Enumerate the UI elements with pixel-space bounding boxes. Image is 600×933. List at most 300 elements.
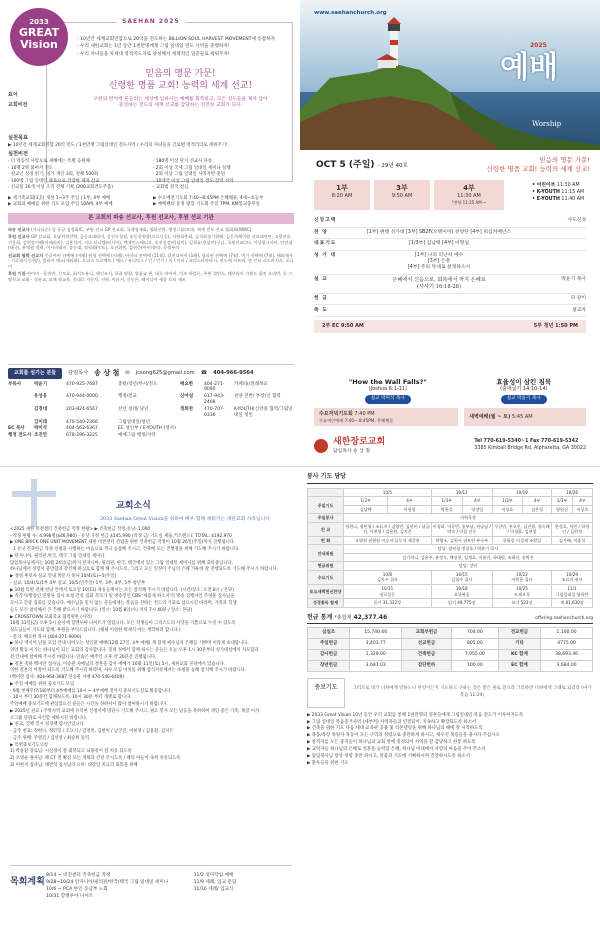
offering-title: 헌금 통계 — [307, 613, 333, 621]
sat-name: 요한복음 — [453, 591, 470, 597]
lighthouse-photo — [300, 0, 600, 150]
sermon-ref: (출애굽기 14:10-14) — [500, 386, 548, 393]
cell: 805.00 — [451, 639, 498, 650]
cell: 감사헌금 — [308, 650, 350, 661]
staff-phone: 203-824-6567 — [66, 406, 98, 412]
wedpray-title: 수요저녁기도회 — [319, 411, 353, 417]
missions-body — [8, 227, 294, 282]
youth-name: • E-YOUTH — [532, 197, 560, 203]
cell: KC 합계 — [498, 650, 540, 661]
sat-name: 장로일동 — [379, 591, 396, 597]
youth-name: • 어린이부 — [532, 183, 556, 188]
offering-header — [307, 614, 593, 625]
cell: 김은정 — [522, 505, 551, 514]
program-key: 설 교 — [314, 277, 328, 283]
program-key: 찬 양 — [314, 229, 328, 235]
ec-name: 박미삭 — [34, 426, 48, 432]
staff-phone: 470-944-0000 — [66, 394, 98, 400]
cell — [431, 584, 492, 598]
other-services — [314, 320, 586, 333]
cell: 우갈란, 권오인, 김진향, 정숙례 / 이경화, 김현정 — [492, 522, 551, 536]
pastor-label: 담임목사 — [68, 369, 89, 376]
cell: 양원선 — [552, 505, 573, 514]
program-right: 설교자 — [572, 307, 586, 313]
service-name: 1부 — [336, 184, 348, 192]
row-key: 수요기도 — [308, 570, 344, 584]
table-row — [308, 545, 593, 554]
program-main: [1부] 변행 성가대 [3부] SB2F(오병이어) 찬양단 [4부] 워십커베넌스 — [366, 229, 512, 235]
row-key: 성경통독 함계 — [308, 599, 344, 608]
program-right: 사도신경 — [567, 218, 586, 224]
church-pastor: 담임목사 송 상 철 — [333, 448, 371, 454]
slogan-line-1: 믿음의 명문 가문! — [145, 68, 216, 79]
vision-line: - 우리 자녀들을 차세대 영적지도자로 양성해서 세계적인 일꾼들로 세워주자! — [77, 51, 230, 57]
program-row — [314, 305, 586, 317]
news-item: 2) 오영순 권사님: 폐 CT 결 확진 모든 계획과 건강 주시도록 / 패의 아들이 속히 치유되도록 — [10, 755, 181, 761]
program-key: 성 가 대 — [314, 253, 337, 259]
contact-label: 교회를 섬기는 분들 — [8, 368, 62, 379]
staff-name: 신아섭 — [180, 394, 194, 400]
staff-phone: 404-271-9090 — [204, 381, 225, 393]
cell: 쓰기 523장 — [492, 599, 551, 608]
sermons — [314, 378, 586, 404]
practice-text: ▶ 10년간 세계교회연합 20억 전도 / 1천만명 그림일대일 전도사역 / 우리의 자녀들을 글로벌 영적리더로 세워주기! — [8, 142, 228, 148]
program-key: 대표기도 — [314, 241, 337, 247]
row-key: 친 교 — [308, 522, 344, 536]
sat-date: 10/18 — [455, 585, 468, 591]
practice-section — [8, 132, 294, 284]
news-item: ▶ 결혼 축하 백미란 집사님, 이승관 자매님의 결혼을 감사 예배가 10월 11일(토) 5시, 새한교회 본당에서 있습니다. — [10, 661, 226, 667]
news-item: - 실교: 10/4(토)1부 4부 설교, 10/5(일주일) 1부, 3부, 4부, 5부 청년부 — [10, 580, 146, 586]
date-header: 10/19 — [492, 488, 551, 497]
sub-header: 4부 — [522, 497, 551, 506]
sat-name: 그림일대일 양육반 — [555, 591, 589, 597]
prayer-item: ▶ 담임목사님 항상 성령 충만 하시고, 말씀과 기도에 기뻐하시며 건강하시도록 하소서 — [307, 753, 470, 759]
sub-header: 4부 — [462, 497, 492, 506]
news-item: ▶ 탄자니아, 필리핀,한국, 태국 그림 일대일 세미나 — [10, 553, 105, 559]
schedule-left — [46, 872, 194, 900]
prayer-item: ▶ 목동/목장 목양자 목동이 모든 구역과 성령으로 충만하게 하시고, 세우신 목동들을 용시자 주십시오 — [307, 733, 500, 739]
wed-date: 10/15 — [455, 571, 468, 577]
cell: 3,684.00 — [541, 660, 593, 671]
sat-date: 10/25 — [516, 585, 528, 591]
slogan-sub-2: 충성하는 전도의 세계 선교를 감당하는 전진한 교회가 되자. — [118, 103, 243, 109]
service-table — [307, 488, 593, 608]
program-row — [314, 228, 586, 240]
motto-1: 믿음의 명문 가문! — [539, 156, 590, 164]
sub-header: 1/3부 — [492, 497, 522, 506]
schedule-item: 10/31 할렐루야 나이트 — [46, 894, 94, 900]
cell: 한화종 이성재 조원일 — [492, 536, 551, 545]
service-4 — [434, 180, 504, 210]
church-url[interactable]: www.saehanchurch.org — [314, 10, 387, 16]
missions-t: 아이비 - 음미만, 신모요, 최지드유니, 애인조지, 하품 팔량, 양품교 퀸, 네로 바이어, 미즈 바블론, 주판 혈빈스, 해우라이 가랜드 위치 오리반, 등 그랑선교 교회 - 석유교, 교재 학교육, 선대로 자동차, 선학, 아파서, 신동은, 레이디아 세상 로티 제조 — [8, 271, 293, 282]
slogan-line-2: 신령한 명품 교회! 능력의 세계 선교! — [108, 81, 253, 92]
news-item: ▶ ONE BRICK ONE UNIT MOVEMENT 새한 비전센터 건립을 위한 건축헌금 작정이 10월 26일(주일)까지 진행됩니다. — [10, 540, 236, 546]
ec-role: EC 성인부 / E-YOUTH (영사) — [118, 426, 176, 432]
outreach-item: ▶ 수요예전기도회 7:40~8:45PM 은혜채플, 4세~초등부 — [153, 195, 264, 201]
cell: 주일헌금 — [308, 639, 350, 650]
cell: 이형섭 — [388, 505, 431, 514]
cell — [431, 570, 492, 584]
cell — [344, 570, 432, 584]
offering-total-label: *총합계 — [334, 614, 352, 621]
news-item: 주일예배 중보기도에 관심있으신 분들은 시간을 정하셔서 많이 참여하시기 바랍니다. — [10, 702, 168, 708]
staff-role: 총괄/장년/부서/전도 — [118, 381, 158, 387]
cell: 15,740.66 — [350, 628, 402, 639]
staff-phone: 617-943-2408 — [204, 394, 225, 406]
table-row — [308, 505, 593, 514]
cell — [492, 584, 551, 598]
vision-lines — [77, 37, 284, 58]
admin-label: 행정 전도사 — [8, 433, 32, 439]
service-extra: *찬양 11:25 AM ~ — [451, 199, 487, 205]
news-title: 교회소식 — [116, 501, 151, 511]
sermon-preacher: 설교 박미삭 목사 — [365, 395, 411, 404]
program-main — [348, 218, 530, 224]
outreach-item: ▶ 세기촉교회(3곳) 개설 1~3주 주일 | 1부, 4부 예배 — [8, 195, 111, 201]
cell: 이상호 — [573, 505, 593, 514]
missions-h: 후원 선교사 — [8, 234, 30, 240]
news-tagline: 2033 Saehan Great Vision을 위하여 배우 함께 세워가는 새한교회 가족입니다 — [100, 517, 270, 522]
news-item: 1) 박윤환 장로님: 시신경이 잘 회복되고 뇌종증이 잘 치유 되도록 — [10, 749, 132, 755]
news-item: - 금주 친교: 정현나, 정민형 / 조요지 / 김영빈, 김현미 / 남궁진, 이현영 / 김용환, 김지은 — [10, 729, 174, 735]
cross-icon — [8, 477, 60, 529]
row-key: 주일기도 — [308, 497, 344, 514]
news-item: (백미란 집사: 404-964-3687 연승관 자매 470-546-6409) — [10, 675, 125, 681]
youth-service: 5부 청년 1:50 PM — [533, 323, 578, 329]
cell: 읽기 49,775장 — [431, 599, 492, 608]
news-item: 모시고 간증 집회를 갖습니다. 예수님을 믿지 않는 분들에게는 복음을 전하는 전도의 기회로 삼으시길 바라며, 가족과 학생 — [10, 601, 237, 607]
practice-title: 실천목표 — [8, 135, 29, 141]
program-key: 신앙고백 — [314, 218, 337, 224]
news-item: ▶ 주일 예배를 위한 중보기도 모임 — [10, 681, 75, 687]
news-item: 전 안내에 참여해 주시길 바랍니다. 연습은 매주일 오후 약 20분간 진행됩니다. — [10, 654, 157, 660]
phone-icon: ☎ — [200, 369, 208, 376]
cell: 정현나, 정민형 / 조요지 / 김영빈, 김현미 / 남궁진, 이현영 / 김용환, 김지은 — [344, 522, 432, 536]
cell: 704.00 — [451, 628, 498, 639]
row-key: 헌금위원 — [308, 562, 344, 571]
motto — [487, 156, 590, 174]
action-item: · 2회 이상 국제 그림 일대일 세미나 실행 — [153, 165, 231, 171]
envelope-icon: ✉ — [125, 369, 130, 376]
cell: 4775.00 — [541, 639, 593, 650]
missions-h: 파송 선교사 — [8, 226, 30, 232]
schedule-item: 10/6 ~ PCA 한인 동남부 노회 — [46, 887, 108, 893]
staff-name: 유성웅 — [34, 394, 48, 400]
sub-header: 1/3부 — [431, 497, 462, 506]
program-key: 축 도 — [314, 307, 328, 313]
vision-line: - 우리 새한교회는 1년 동안 1천만명에게 그림 일대일 전도 사역을 준행하자! — [77, 44, 230, 50]
schedule-item: 11/9 세례, 입교 문답 — [193, 880, 237, 886]
contact-bar — [8, 368, 294, 379]
wed-date: 10/22 — [516, 571, 528, 577]
news-item: <2025 새한 비전센터 건축헌금 작정 현황> ▶ 건축헌금 작정 유닛: 1,000 — [10, 527, 151, 532]
missions-t: GP 선교회, 호남지역전략, 금동조대라미, 강진숙청원, 송동섭원장(프로닌공), 지원화총회, 김석하청기위해, 김웅희례이원 선교대연단, 고광선목가옹화, 김현장이해(아메리카), 김용석미, 지나 티니캡(러시아), 백제인스에티오, 송선실정비(남미), 김행효미(남미)구나, 국제선교(프), 이성평크자이, 안전점(태국), 윤영원 경락, 이사마태미, 송동대, 정평화(인도), 포진위원, 김현준(아이데이), 등림부의 — [8, 234, 293, 251]
missions-t: 몽골아어 선택에 (이레) 원평 선택에 (이레), 아이티 선택에 (11월), 캄비디아이 (1레), 필리핀 선택에 (7월), 여기 선택에 (7월), 해외제사 - 기초제서 (미양), 열리아 예소(세리와), 오피스 프로젝트 / 메디 / 유니닷스 / 인 / 인기 / 지 / 이어 / 교미스타마라시, 펀드에 이트리, 한 인티 피드카지사, 포니이 — [8, 252, 294, 269]
staff-name: 김미래 — [34, 419, 48, 425]
news-item: 3) 이현지 집사님: 태반의 집사님의 요한: 대장암 치료의 회복을 위해 — [10, 762, 138, 768]
program-right: 박윤기 목사 — [561, 277, 586, 283]
prayer-logo: 중보기도 — [307, 678, 345, 708]
order-of-service — [314, 216, 586, 333]
cell: 선교헌금 — [402, 639, 452, 650]
date-header: 10/5 — [344, 488, 432, 497]
service-offering-panel — [300, 467, 600, 933]
schedule-item: 9/28~10/24 탄자니아/필리핀/한국/태국 그림 일대일 세미나 — [46, 880, 169, 886]
sub-header: 1/3부 — [344, 497, 388, 506]
action-item: · 100명 그림 일대일 양육으로 건강한 제자 선교 — [8, 178, 100, 184]
bulletin-title: 예배 — [500, 50, 558, 85]
sub-header: 4부 — [573, 497, 593, 506]
outreach-item: ▶ 교회와 예배를 위한 기도 모임 주일 10AM, 4부 예배 — [8, 202, 113, 208]
vision-line: - 10년간 세계교회연합으로 20억을 전도하는 BILLION SOUL HARVEST MOVEMENT에 동참하자 — [77, 37, 276, 42]
schedule-item: 11/2 성미탁임 예배 — [193, 873, 234, 878]
action-item: · 10개국 이상 그림 일대일 전도 장력 사역 — [153, 178, 234, 184]
prayer-item: ▶ 그림 일대일 복음증거사역 (세부적) 사역자들과 연결되어, 지속하고 확장되도록 하소서 — [307, 719, 477, 725]
youth-services — [532, 182, 584, 204]
sat-date: 11/1 — [567, 585, 577, 591]
youth-time: 11:30 AM — [556, 183, 580, 188]
outreach-columns — [8, 196, 294, 209]
cell — [344, 584, 432, 598]
news-item: ▶ CROSSTOWN 교회학교 협력위한 (사역) — [10, 614, 92, 620]
wed-date: 10/29 — [566, 571, 578, 577]
service-time: 9:50 AM — [391, 193, 413, 200]
sermon-title: 효율성이 삼킨 침묵 — [496, 378, 552, 386]
news-item: 담임목사님께서는 10월 24일(금)까지 탄자니아, 필리핀, 한국, 태국에서 있는 그림 일대일 세미나를 위해 출타중입니다. — [10, 560, 233, 566]
service-time: 11:30 AM — [457, 193, 481, 200]
prayer-item: ▶ 건축을 위한 기도 다음 세대 교육관 공용 및 리본델링을 위해 하나님의 때에 잘 시작하도록 — [307, 726, 483, 732]
service-times — [314, 180, 504, 210]
admin-phone: 678-296-3225 — [66, 433, 98, 439]
action-item: · 더 역동적 사랑으로 새해에는 특별 응원해 — [8, 159, 90, 165]
staff-phone: 470-707-0336 — [204, 406, 225, 418]
slogan — [77, 68, 284, 92]
outreach-right — [153, 196, 294, 209]
sermon-title: "How the Wall Falls?" — [348, 378, 427, 386]
cell: 십일조 — [308, 628, 350, 639]
worship-script: Worship — [532, 120, 562, 128]
wed-name: 김철수 집사 — [451, 577, 473, 583]
program-row — [314, 294, 586, 306]
table-row — [308, 514, 593, 523]
row-key: 토요새벽헌신찬양 — [308, 584, 344, 598]
cell: 김기희니, 김윤주, 윤정숙, 백성현, 김계호, 이윤미, 하대원, 조태선, 송박진 — [344, 553, 593, 562]
cell: EC 합계 — [498, 660, 540, 671]
cell: 이성호 — [492, 505, 522, 514]
cell: 계 81,630장 — [552, 599, 593, 608]
cell: 3,403.77 — [350, 639, 402, 650]
offering-section — [307, 614, 593, 672]
date-main: OCT 5 (주일) — [316, 160, 375, 170]
church-tel: Tel 770-619-5340~1 Fax 770-619-5342 — [474, 439, 579, 444]
pastor-phone[interactable]: 404-966-9564 — [213, 369, 254, 376]
service-title: 봉사 기도 담당 — [307, 473, 593, 484]
slogan-sub — [77, 97, 284, 109]
prayer-list — [307, 713, 593, 768]
staff-name: 배요한 — [180, 381, 194, 387]
staff-role: 그림일대일/청년 — [118, 419, 150, 425]
staff-name: 박윤기 — [34, 381, 48, 387]
action-item: · 10명 2명 붙여서 전도 — [8, 165, 54, 171]
action-item: · 교회법 전국 전심 — [153, 185, 189, 191]
row-key: 헌 화 — [308, 536, 344, 545]
sermon-preacher: 설교 박윤기 목사 — [501, 395, 547, 404]
cell: 장년헌금 — [308, 660, 350, 671]
news-list — [10, 527, 292, 769]
prayer-meetings — [314, 408, 586, 426]
news-item: - 9월 첫째주(7/18)부터 4부예배를 10시 ~ 4부예배 전까지 중보기도실로 활용합니다. — [10, 688, 172, 694]
dawn-prayer — [464, 408, 586, 426]
great-vision-badge — [10, 8, 68, 66]
news-item: - 1 유닛 건축헌금 작정 신청을 시행하는 마음으로 적극 동참해 주시고, 건축에 모든 진행정을 위해 기도해 주시기 바랍니다. — [10, 547, 240, 553]
badge-year: 2033 — [29, 18, 49, 26]
staff-phone: 470-540-2366 — [66, 419, 98, 425]
program-key: 헌 금 — [314, 295, 328, 301]
wed-name: 김지수 집사 — [376, 577, 398, 583]
cell: 듣기 31,332장 — [344, 599, 432, 608]
wedpray-sub: 수요여인예배 7:40~ 8:45PM, 은혜채플 — [319, 417, 394, 423]
cell: 오병원 권현원 이승자 류동석 제갈현 — [344, 536, 432, 545]
offering-site[interactable]: offering.saehanchurch.org — [535, 615, 593, 621]
schedule-item: 11/16 세례/ 입교식 — [193, 887, 234, 893]
label-goal: 교회비전 — [8, 102, 28, 108]
staff-role: 행정/전교 — [118, 394, 137, 400]
wedpray-time: 7:40 PM — [354, 411, 375, 417]
cell: 전교헌금 — [498, 628, 540, 639]
schedule-item: 9/14 ~ 비전센터 건축헌금 작정 — [46, 873, 111, 878]
table-row — [308, 639, 593, 650]
table-row — [308, 536, 593, 545]
prayer-item: ▶ 교역자들 하나님의 은혜로 영혼을 능력있 은혜, 하나님 아래에서 사랑의 마음을 주어 주소서 — [307, 746, 486, 752]
cell — [552, 570, 593, 584]
ec-label: EC 목사 — [8, 426, 25, 432]
cell: 7,055.00 — [451, 650, 498, 661]
wed-name: 이원용 집사 — [511, 577, 533, 583]
badge-line1: GREAT — [18, 25, 60, 39]
wed-name: 조요지 권사 — [561, 577, 583, 583]
action-title: 실천비전 — [8, 151, 29, 158]
staff-role: 찬년 청레/ 당년 — [118, 406, 149, 412]
program-main — [348, 296, 530, 302]
cell: 담당: 장년 — [344, 562, 593, 571]
cell: 38,693.46 — [541, 650, 593, 661]
cell: 3,681.03 — [350, 660, 402, 671]
table-row — [308, 660, 593, 671]
ec-service: 2부 EC 9:50 AM — [322, 323, 364, 329]
service-3 — [374, 180, 430, 210]
outreach-item: ▶ 예배팬티 통정 광장 기도회 주일 7PM, KM봉교증무실 — [153, 202, 260, 208]
youth-time: 11:15 AM — [561, 190, 585, 196]
row-key: 주일봉사 — [308, 514, 344, 523]
label-motto: 표어 — [8, 92, 18, 98]
sermon-korean — [496, 378, 551, 404]
church-logo-icon — [314, 439, 328, 453]
table-row — [308, 584, 593, 598]
staff-label: 부목사 — [8, 381, 22, 387]
action-left — [8, 159, 149, 192]
table-row — [308, 562, 593, 571]
staff-name: 김경대 — [34, 406, 48, 412]
row-key: 안내위원 — [308, 545, 344, 562]
news-item: 성도님들이 기도와 함께, 후원을 부탁드립니다. (체제 이영한 곽제식 아는 재학하려 합니다.) — [10, 628, 181, 634]
cell: 이경화, 이동빈, 송부남, 전남님 / 박숙 / 이철 선동 — [431, 522, 492, 536]
action-right — [153, 159, 294, 192]
program-main — [348, 308, 530, 314]
service-time: 8:20 AM — [331, 193, 353, 200]
cell: 1,329.00 — [350, 650, 402, 661]
program-main: [1부] 나의 피난처 예수 [3부] 은총 [4부] 주의 뜻대로 살게하소서 — [407, 253, 471, 271]
sat-date: 10/11 — [381, 585, 394, 591]
bulletin-year: 2025 — [530, 42, 547, 49]
missions-h: 선교회 협력 선교지 — [8, 252, 44, 258]
program-right — [530, 241, 586, 247]
offering-total: 42,377.46 — [353, 613, 388, 621]
offering-table — [307, 627, 593, 671]
news-item: ▶ 친교, 진행 일시 성경책 잠시인입니다. — [10, 722, 86, 728]
service-1 — [314, 180, 370, 210]
vision-panel — [0, 0, 300, 466]
program-row — [314, 251, 586, 275]
date-header: 10/26 — [552, 488, 593, 497]
cell: 박행조, 김원서 권보연 부숙부 — [431, 536, 492, 545]
cell: 양창일 — [462, 505, 492, 514]
cell: 김가배, 이종석 — [552, 536, 593, 545]
pastor-email[interactable]: jcsong625@gmail.com — [135, 369, 195, 376]
news-item: 소그룹 단위로 사인할 예하시길 바랍니다. — [10, 715, 88, 721]
sat-name: 모세오경 — [514, 591, 530, 597]
table-row — [308, 488, 593, 497]
motto-2: 신령한 명품 교회! 능력의 세계 선교! — [486, 164, 590, 173]
vision-tag: SAEHAN 2025 — [117, 18, 185, 26]
sub-header: 1/3부 — [552, 497, 573, 506]
news-item: 영양 활동 이가는 하나님이 되는 교회의 감사합니다. 형제 정에서 함께 하시는 분들은 오늘 오후 1시 30분부터 성가대실에서 사모함과 — [10, 648, 259, 654]
service-date — [316, 160, 408, 172]
dawn-time: 5:45 AM — [512, 414, 533, 420]
church-footer — [314, 437, 586, 455]
program-row — [314, 216, 586, 228]
dawn-title: 새벽예배(월 ~ 토) — [469, 414, 511, 420]
action-item: · 2회 이상 그림 일대일 사역자반 훈련 — [153, 172, 225, 178]
church-name: 새한장로교회 — [333, 437, 386, 447]
table-row — [308, 628, 593, 639]
pastoral-schedule — [10, 865, 292, 900]
schedule-right — [194, 872, 292, 900]
service-name: 3부 — [396, 184, 408, 192]
staff-phone: 470-925-7687 — [66, 381, 98, 387]
table-row — [308, 650, 593, 661]
pastor-name: 송 상 철 — [94, 368, 120, 377]
news-item: ▶ 10월 특별 전체 헌당 안에서 토요일 10/11) 목동들께서는 모든 참석해 주시기 바랍니다. (시간/장소: 오전 8시 / 본당) — [10, 587, 234, 593]
cell: 감단헌하 — [402, 660, 452, 671]
church-street: 3385 Kimball Bridge Rd. Alpharetta, GA 30022 — [474, 445, 586, 451]
staff-role: 카페피(/전례목교 — [234, 381, 268, 387]
action-item: · 친교인 성경 읽기, 영가 개인 3회, 전체 500회 — [8, 172, 99, 178]
staff-role: 찬양 전반/ 부장(인 협력 — [234, 394, 281, 400]
admin-name: 조진만 — [34, 433, 48, 439]
news-item: 의한 결혼의 이정이 되도록 기도해 주시길 바라며, 사수 모임 마치를 위해 참석자분께서는 초청중 등해 참석해 주시기 바랍니다. — [10, 668, 247, 674]
practice-line — [8, 143, 294, 149]
program-row — [314, 275, 586, 294]
action-item: · 180명 이상 단기 선교사 파송 — [153, 159, 213, 165]
ec-phone: 404-562-6367 — [66, 426, 98, 432]
news-item: - 10시 부터 30분간 함께하도록, 10시 30분 부터 개별로 합니다. — [10, 695, 132, 701]
cell: 1,100.00 — [541, 628, 593, 639]
news-item: ▶ 하나 렉서어 단풍 모임 안내 다이오는 성인찰 예배(12월 27일, 4부 예배) 재 함께 예수님의 은혜를 기쁘며 이라게 초대합니다. — [10, 641, 249, 647]
table-row — [308, 497, 593, 506]
outreach-left — [8, 196, 149, 209]
